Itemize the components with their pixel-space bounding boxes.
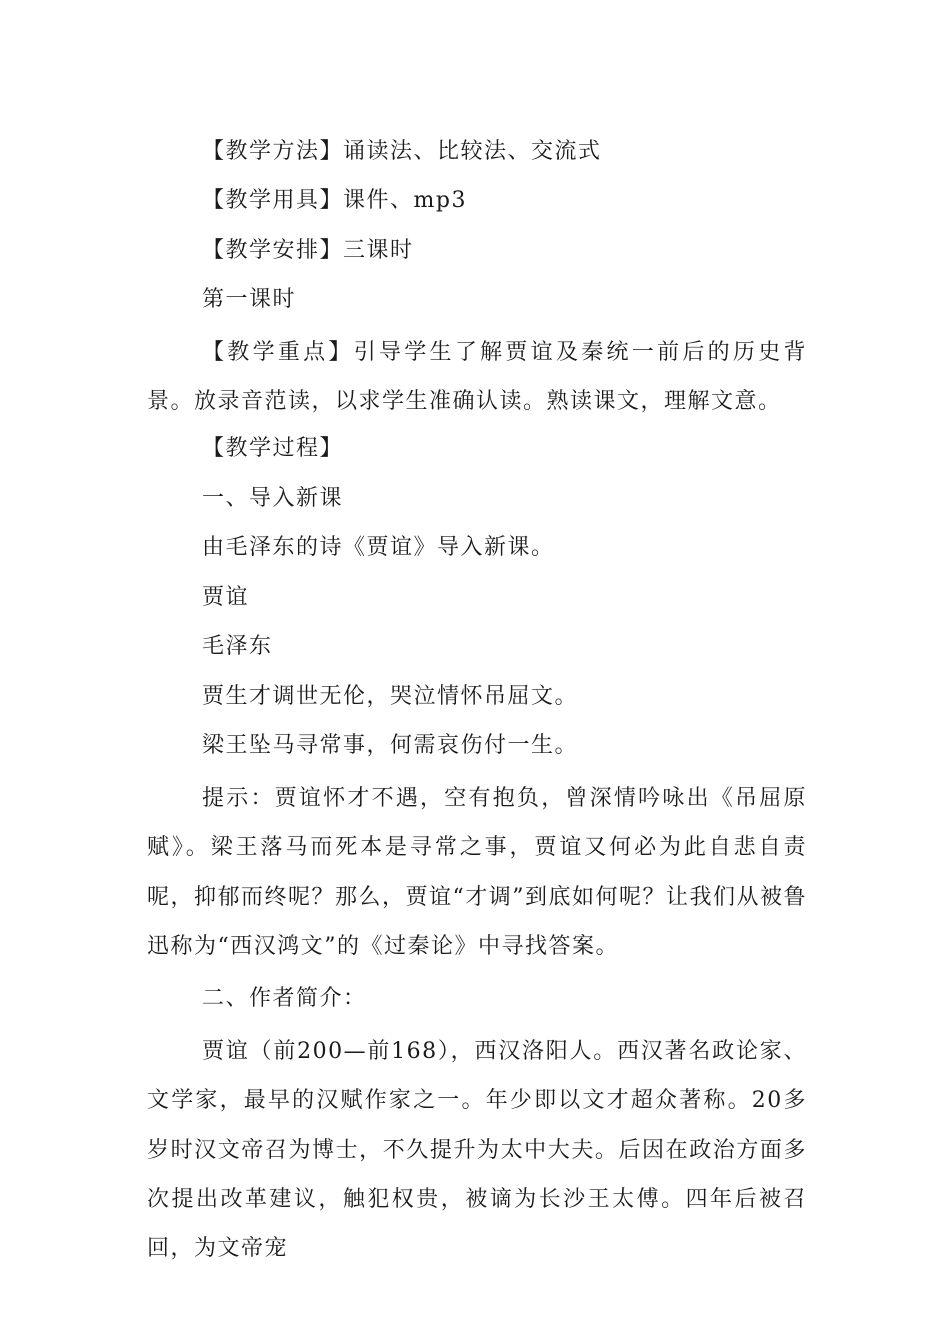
teaching-focus-paragraph: 【教学重点】引导学生了解贾谊及秦统一前后的历史背景。放录音范读，以求学生准确认读。熟读课文，理解文意。	[147, 340, 807, 415]
poem-line-2: 梁王坠马寻常事，何需哀伤付一生。	[202, 733, 579, 758]
lesson-one-title: 第一课时	[202, 287, 297, 312]
teaching-schedule-line: 【教学安排】三课时	[202, 238, 414, 263]
poem-author: 毛泽东	[202, 634, 273, 659]
teaching-method-line: 【教学方法】诵读法、比较法、交流式	[202, 139, 602, 164]
section-one-heading: 一、导入新课	[202, 486, 344, 511]
section-two-heading: 二、作者简介：	[202, 986, 367, 1011]
poem-line-1: 贾生才调世无伦，哭泣情怀吊屈文。	[202, 684, 579, 709]
intro-sentence: 由毛泽东的诗《贾谊》导入新课。	[202, 535, 555, 560]
teaching-process-heading: 【教学过程】	[202, 436, 344, 461]
author-paragraph: 贾谊（前200—前168），西汉洛阳人。西汉著名政论家、文学家，最早的汉赋作家之一。年少即以文才超众著称。20多岁时汉文帝召为博士，不久提升为太中大夫。后因在政治方面多次提出改革建议，触犯权贵，被谪为长沙王太傅。四年后被召回，为文帝宠	[147, 1039, 807, 1262]
teaching-tools-line: 【教学用具】课件、mp3	[202, 188, 467, 213]
poem-title: 贾谊	[202, 585, 250, 610]
hint-paragraph: 提示：贾谊怀才不遇，空有抱负，曾深情吟咏出《吊屈原赋》。梁王落马而死本是寻常之事，贾谊又何必为此自悲自责呢，抑郁而终呢？那么，贾谊“才调”到底如何呢？让我们从被鲁迅称为“西汉鸿文”的《过秦论》中寻找答案。	[147, 786, 807, 959]
